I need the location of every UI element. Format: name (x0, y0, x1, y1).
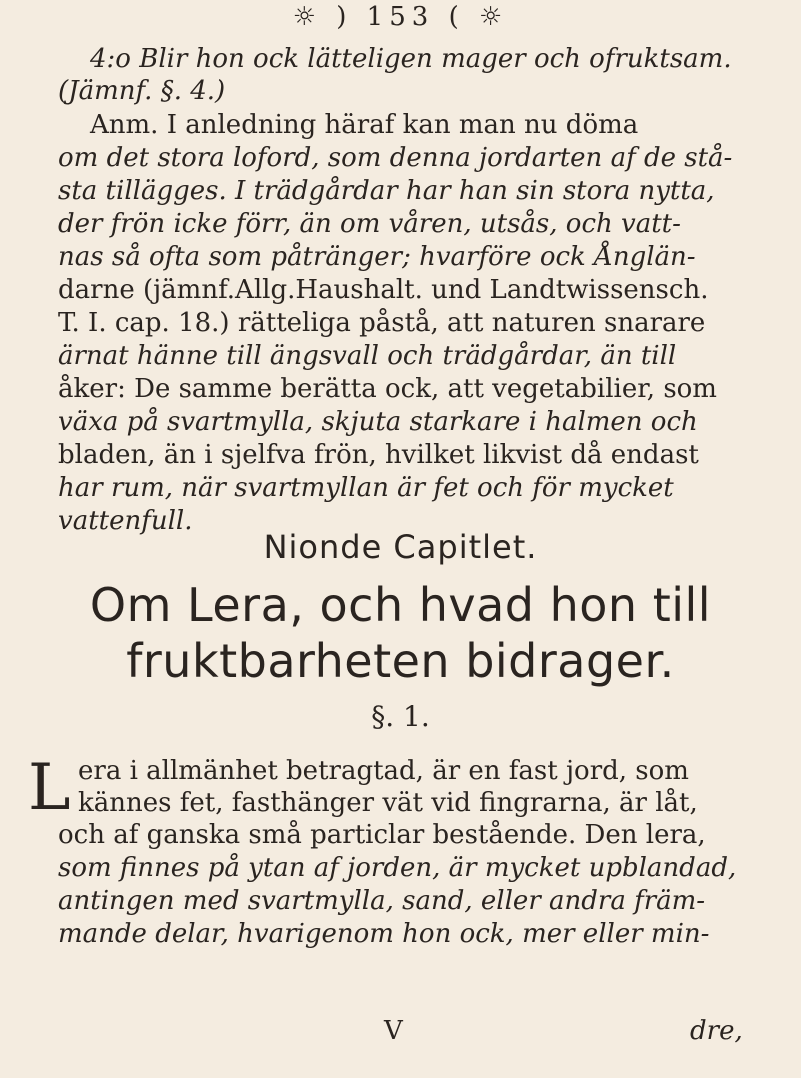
running-head: ☼ ) 153 ( ☼ (292, 2, 509, 32)
body-line: som finnes på ytan af jorden, är mycket upblandad, (58, 853, 737, 883)
note-line: sta tillägges. I trädgårdar har han sin stora nytta, (58, 176, 715, 206)
body-line: antingen med svartmylla, sand, eller andra främ- (58, 886, 706, 916)
note-line: T. I. cap. 18.) rätteliga påstå, att naturen snarare (58, 308, 706, 338)
note-line: (Jämnf. §. 4.) (58, 76, 226, 106)
catchword: dre, (690, 1016, 743, 1046)
body-line: och af ganska små particlar bestående. Den lera, (58, 820, 706, 850)
note-line: har rum, när svartmyllan är fet och för mycket (58, 473, 674, 503)
drop-cap: L (28, 751, 71, 825)
note-line: Anm. I anledning häraf kan man nu döma (90, 110, 639, 140)
chapter-title-line: fruktbarheten bidrager. (126, 634, 675, 688)
note-line: vattenfull. (58, 506, 193, 536)
note-line: 4:o Blir hon ock lätteligen mager och ofruktsam. (90, 44, 732, 74)
body-line: mande delar, hvarigenom hon ock, mer eller min- (58, 919, 710, 949)
note-line: der frön icke förr, än om våren, utsås, och vatt- (58, 209, 681, 239)
section-mark: §. 1. (371, 700, 430, 733)
note-line: växa på svartmylla, skjuta starkare i halmen och (58, 407, 698, 437)
note-line: nas så ofta som påtränger; hvarföre ock Ånglän- (58, 242, 696, 272)
signature-mark: V (384, 1016, 403, 1046)
note-line: bladen, än i sjelfva frön, hvilket likvist då endast (58, 440, 699, 470)
chapter-title-line: Om Lera, och hvad hon till (89, 578, 712, 632)
body-line: era i allmänhet betragtad, är en fast jord, som (78, 756, 689, 786)
note-line: darne (jämnf.Allg.Haushalt. und Landtwissensch. (58, 275, 709, 305)
note-line: ärnat hänne till ängsvall och trädgårdar, än till (58, 341, 677, 371)
chapter-label: Nionde Capitlet. (263, 528, 538, 566)
body-line: kännes fet, fasthänger vät vid fingrarna, är låt, (78, 788, 698, 818)
note-line: om det stora loford, som denna jordarten af de stå- (58, 143, 733, 173)
note-line: åker: De samme berätta ock, att vegetabilier, som (58, 374, 717, 404)
